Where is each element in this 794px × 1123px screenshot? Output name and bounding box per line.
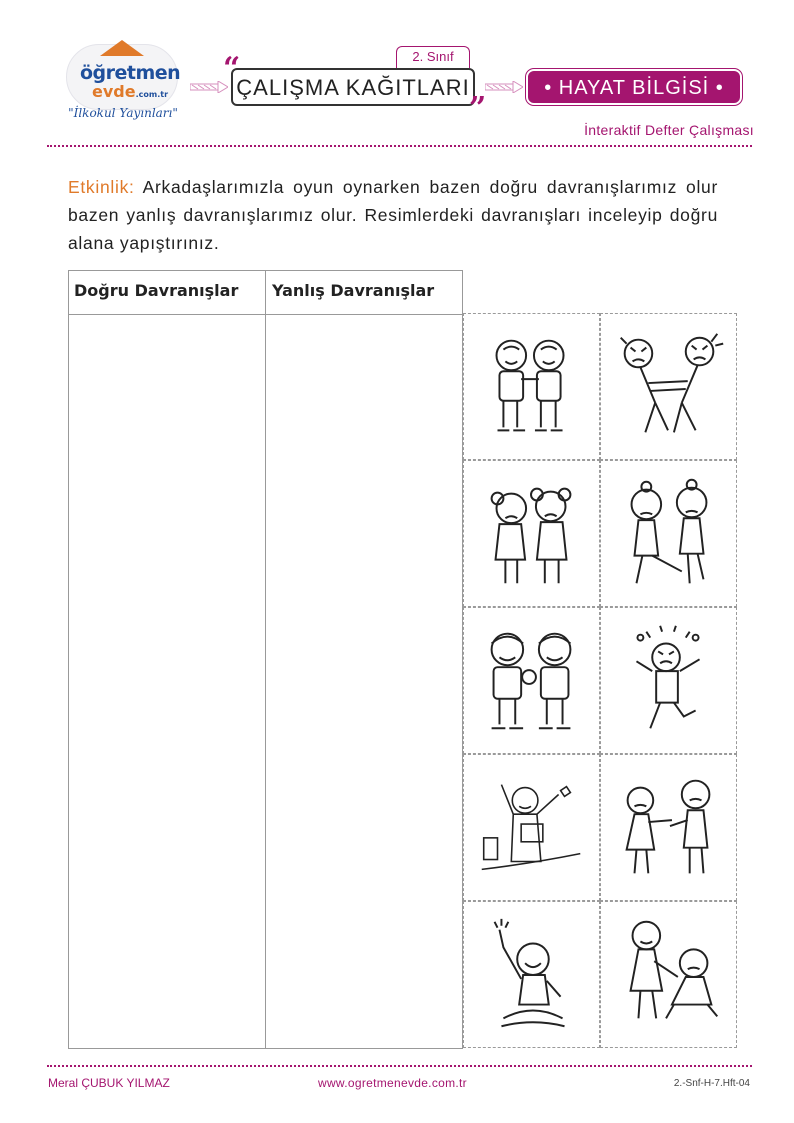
close-quote-icon: ”	[469, 91, 487, 126]
happy-boy-waving-icon[interactable]	[463, 901, 600, 1048]
logo-text-bottom: evde.com.tr	[92, 82, 169, 101]
header-correct-behaviors: Doğru Davranışlar	[74, 281, 239, 300]
girls-kicking-icon[interactable]	[600, 460, 737, 607]
header-wrong-behaviors: Yanlış Davranışlar	[272, 281, 435, 300]
sad-girls-icon[interactable]	[463, 460, 600, 607]
worksheet-code: 2.-Snf-H-7.Hft-04	[673, 1078, 750, 1089]
angry-child-tantrum-icon[interactable]	[600, 607, 737, 754]
logo-tagline: "İlkokul Yayınları"	[68, 106, 178, 120]
children-fighting-icon[interactable]	[600, 313, 737, 460]
publisher-logo	[58, 38, 188, 128]
header-divider	[47, 145, 752, 147]
activity-text: Arkadaşlarımızla oyun oynarken bazen doğru davranışlarımız olur bazen yanlış davranışlarımız olur. Resimlerdeki davranışları inceleyip doğru alana yapıştırınız.	[68, 177, 718, 253]
activity-instructions	[68, 173, 718, 257]
children-arguing-icon[interactable]	[600, 754, 737, 901]
cutout-picture-grid	[463, 313, 738, 1048]
sorting-table	[68, 270, 463, 1049]
author-name: Meral ÇUBUK YILMAZ	[48, 1076, 170, 1090]
logo-text-top: öğretmen	[80, 62, 181, 84]
footer-divider	[47, 1065, 752, 1067]
boys-sharing-ball-icon[interactable]	[463, 607, 600, 754]
title-box	[231, 68, 475, 106]
website-link[interactable]: www.ogretmenevde.com.tr	[318, 1076, 467, 1090]
column-divider	[265, 271, 266, 1048]
page-title: ÇALIŞMA KAĞITLARI	[236, 75, 470, 100]
activity-label: Etkinlik:	[68, 177, 135, 197]
worksheet-subtitle: İnteraktif Defter Çalışması	[584, 122, 754, 138]
subject-label: • HAYAT BİLGİSİ •	[544, 77, 724, 99]
arrow-right-icon	[485, 81, 523, 93]
house-roof-icon	[100, 40, 144, 56]
open-quote-icon: “	[223, 51, 241, 86]
subject-badge	[526, 69, 742, 105]
girl-helping-boy-icon[interactable]	[600, 901, 737, 1048]
grade-label: 2. Sınıf	[412, 49, 454, 64]
grade-tab	[396, 46, 470, 68]
two-friends-hugging-icon[interactable]	[463, 313, 600, 460]
child-littering-icon[interactable]	[463, 754, 600, 901]
